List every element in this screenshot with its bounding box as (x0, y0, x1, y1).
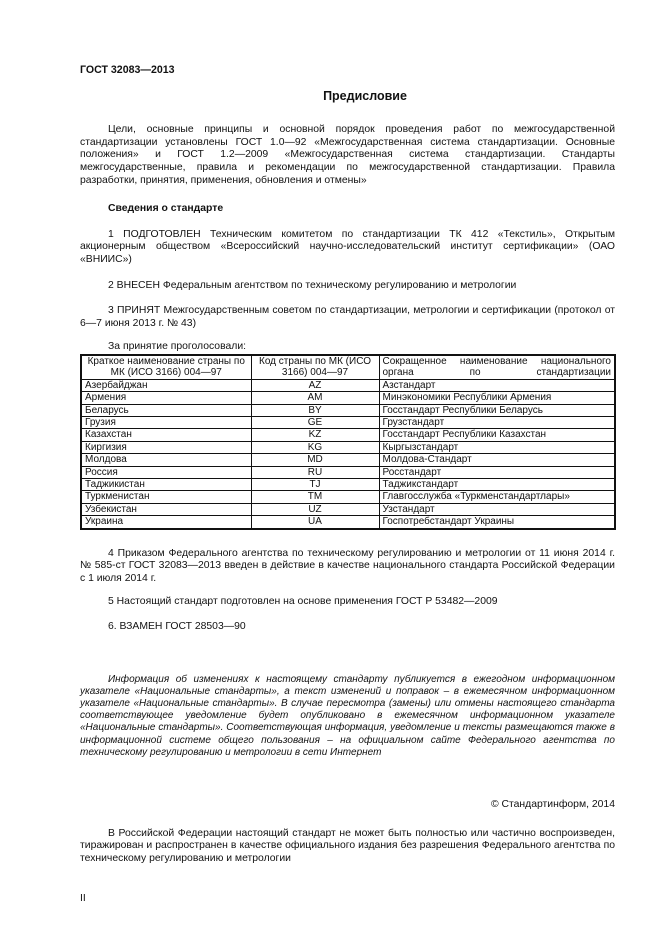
cell-body: Госпотребстандарт Украины (379, 516, 615, 529)
cell-country: Молдова (81, 454, 251, 466)
cell-body: Молдова-Стандарт (379, 454, 615, 466)
cell-country: Украина (81, 516, 251, 529)
cell-body: Грузстандарт (379, 416, 615, 428)
cell-code: TM (251, 491, 379, 503)
header-country: Краткое наименование страны по МК (ИСО 3166) 004—97 (81, 355, 251, 379)
cell-body: Росстандарт (379, 466, 615, 478)
table-row (81, 491, 615, 503)
table-row (81, 516, 615, 529)
cell-country: Таджикистан (81, 478, 251, 490)
table-row (81, 429, 615, 441)
info-notice: Информация об изменениях к настоящему стандарту публикуется в ежегодном информационном указателе «Национальные стандарты», а текст изменений и поправок – в ежемесячном информационном указателе «Национальные стандарты». В случае пересмотра (замены) или отмены настоящего стандарта соответствующее уведомление будет опубликовано в ежемесячном информационном указателе «Национальные стандарты». Соответствующая информация, уведомление и тексты размещаются также в информационной системе общего пользования – на официальном сайте Федерального агентства по техническому регулированию и метрологии в сети Интернет (80, 673, 615, 758)
table-body (81, 379, 615, 528)
cell-code: MD (251, 454, 379, 466)
header-body: Сокращенное наименование национального органа по стандартизации (379, 355, 615, 379)
header-code: Код страны по МК (ИСО 3166) 004—97 (251, 355, 379, 379)
document-header: ГОСТ 32083—2013 (80, 64, 175, 76)
table-row (81, 392, 615, 404)
cell-code: UA (251, 516, 379, 529)
page-number: II (80, 893, 86, 905)
intro-paragraph: Цели, основные принципы и основной порядок проведения работ по межгосударственной стандартизации установлены ГОСТ 1.0—92 «Межгосударственная система стандартизации. Основные положения» и ГОСТ 1.2—2009 «Межгосударственная система стандартизации. Стандарты межгосударственные, правила и рекомендации по межгосударственной стандартизации. Правила разработки, принятия, применения, обновления и отмены» (80, 124, 615, 186)
cell-country: Армения (81, 392, 251, 404)
cell-code: GE (251, 416, 379, 428)
item-3: 3 ПРИНЯТ Межгосударственным советом по стандартизации, метрологии и сертификации (протокол от 6—7 июня 2013 г. № 43) (80, 305, 615, 329)
cell-body: Госстандарт Республики Беларусь (379, 404, 615, 416)
table-row (81, 503, 615, 515)
cell-country: Азербайджан (81, 379, 251, 391)
item-2: 2 ВНЕСЕН Федеральным агентством по техническому регулированию и метрологии (108, 279, 517, 291)
page-title: Предисловие (323, 88, 407, 103)
rights-notice: В Российской Федерации настоящий стандарт не может быть полностью или частично воспроизведен, тиражирован и распространен в качестве официального издания без разрешения Федерального агентства по техническому регулированию и метрологии (80, 827, 615, 864)
cell-country: Киргизия (81, 441, 251, 453)
cell-country: Казахстан (81, 429, 251, 441)
cell-code: UZ (251, 503, 379, 515)
cell-country: Узбекистан (81, 503, 251, 515)
cell-body: Главгосслужба «Туркменстандартлары» (379, 491, 615, 503)
cell-body: Узстандарт (379, 503, 615, 515)
cell-body: Таджикстандарт (379, 478, 615, 490)
item-5: 5 Настоящий стандарт подготовлен на основе применения ГОСТ Р 53482—2009 (108, 596, 498, 608)
table-row (81, 441, 615, 453)
cell-country: Беларусь (81, 404, 251, 416)
cell-body: Кыргызстандарт (379, 441, 615, 453)
cell-code: AM (251, 392, 379, 404)
table-row (81, 404, 615, 416)
cell-body: Азстандарт (379, 379, 615, 391)
table-header-row (81, 355, 615, 379)
cell-code: RU (251, 466, 379, 478)
voting-table (80, 354, 616, 530)
cell-country: Россия (81, 466, 251, 478)
vote-label: За принятие проголосовали: (108, 341, 247, 353)
section-title: Сведения о стандарте (108, 203, 224, 215)
cell-code: TJ (251, 478, 379, 490)
item-1: 1 ПОДГОТОВЛЕН Техническим комитетом по стандартизации ТК 412 «Текстиль», Открытым акционерным обществом «Всероссийский научно-исследовательский институт сертификации» (ОАО «ВНИИС») (80, 228, 615, 265)
table-row (81, 416, 615, 428)
cell-country: Туркменистан (81, 491, 251, 503)
table-row (81, 454, 615, 466)
cell-body: Минэкономики Республики Армения (379, 392, 615, 404)
item-4: 4 Приказом Федерального агентства по техническому регулированию и метрологии от 11 июня 2014 г. № 585-ст ГОСТ 32083—2013 введен в действие в качестве национального стандарта Российской Федерации с 1 июля 2014 г. (80, 547, 615, 584)
cell-body: Госстандарт Республики Казахстан (379, 429, 615, 441)
cell-country: Грузия (81, 416, 251, 428)
cell-code: AZ (251, 379, 379, 391)
table-row (81, 379, 615, 391)
table-row (81, 466, 615, 478)
cell-code: KG (251, 441, 379, 453)
copyright: © Стандартинформ, 2014 (490, 798, 615, 810)
table-row (81, 478, 615, 490)
item-6: 6. ВЗАМЕН ГОСТ 28503—90 (108, 620, 246, 632)
cell-code: KZ (251, 429, 379, 441)
cell-code: BY (251, 404, 379, 416)
